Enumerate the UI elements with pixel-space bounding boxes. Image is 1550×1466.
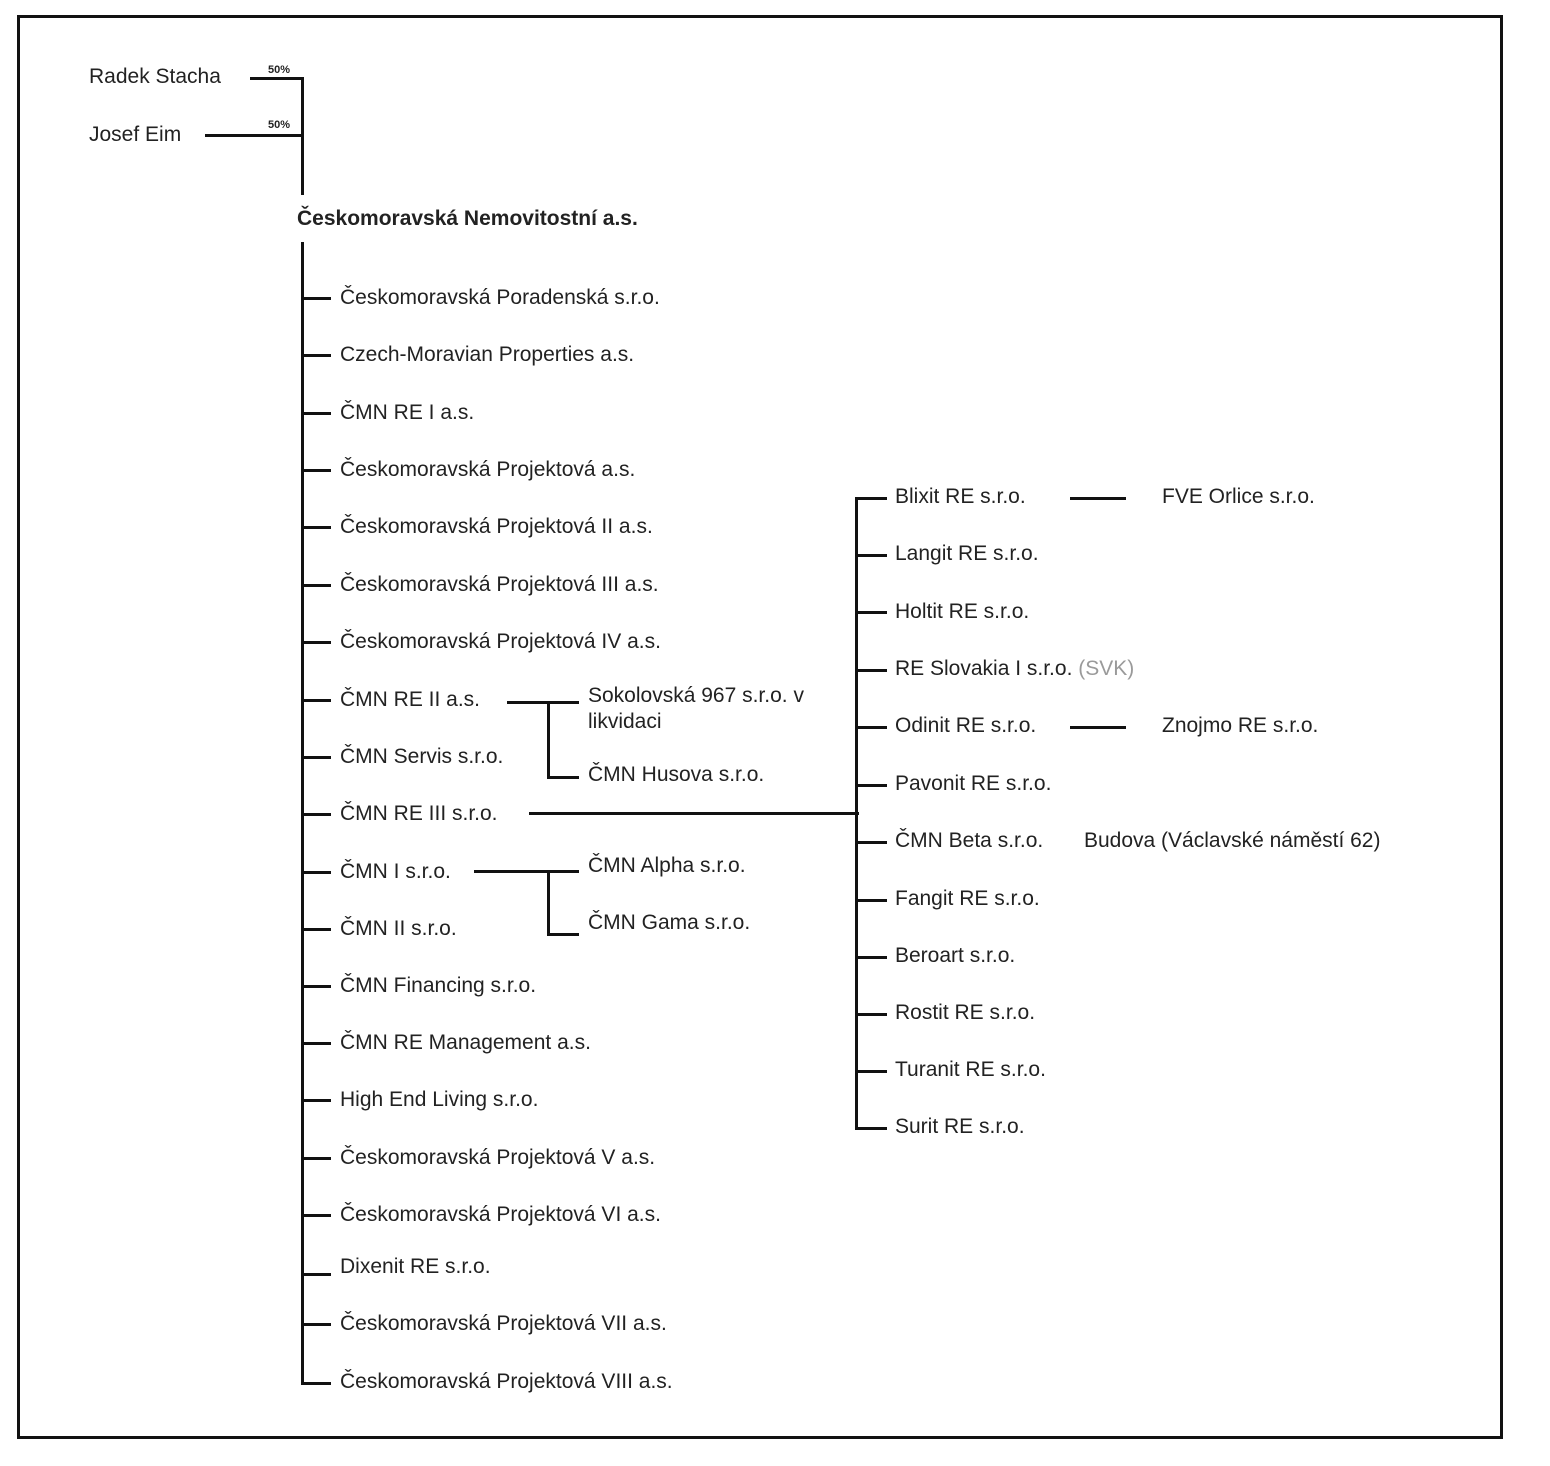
subsidiary-label: ČMN II s.r.o. xyxy=(340,917,457,940)
subsidiary-label: Českomoravská Projektová VI a.s. xyxy=(340,1203,661,1226)
re3-tick xyxy=(855,1127,887,1130)
re3-child-label: Holtit RE s.r.o. xyxy=(895,600,1030,623)
subsidiary-label: Českomoravská Projektová a.s. xyxy=(340,458,636,481)
branch-tick xyxy=(301,813,331,816)
re2-bracket xyxy=(547,701,550,779)
re3-child-label: Langit RE s.r.o. xyxy=(895,542,1039,565)
odinit-child-label: Znojmo RE s.r.o. xyxy=(1162,714,1319,737)
branch-tick xyxy=(301,985,331,988)
branch-tick xyxy=(301,699,331,702)
branch-tick xyxy=(301,1273,331,1276)
subsidiary-label: ČMN Financing s.r.o. xyxy=(340,974,537,997)
re3-tick xyxy=(855,726,887,729)
subsidiary-label: ČMN I s.r.o. xyxy=(340,860,451,883)
branch-tick xyxy=(301,756,331,759)
country-note: (SVK) xyxy=(1078,657,1135,680)
cmn1-child-label: ČMN Alpha s.r.o. xyxy=(588,854,746,877)
branch-tick xyxy=(301,641,331,644)
branch-tick xyxy=(301,526,331,529)
branch-tick xyxy=(301,1382,331,1385)
blixit-connector xyxy=(1070,497,1126,500)
branch-tick xyxy=(301,584,331,587)
branch-tick xyxy=(301,412,331,415)
subsidiary-label: Českomoravská Projektová VII a.s. xyxy=(340,1312,667,1335)
branch-tick xyxy=(301,1323,331,1326)
re3-trunk xyxy=(855,497,858,1130)
re2-connector xyxy=(507,701,579,704)
re2-child-label: ČMN Husova s.r.o. xyxy=(588,763,765,786)
re3-tick xyxy=(855,841,887,844)
owner-connector xyxy=(250,77,304,80)
cmn1-child-label: ČMN Gama s.r.o. xyxy=(588,911,751,934)
owner-share: 50% xyxy=(268,119,291,131)
re3-child-label: Pavonit RE s.r.o. xyxy=(895,772,1052,795)
re3-child-label: Turanit RE s.r.o. xyxy=(895,1058,1046,1081)
subsidiary-label: Českomoravská Projektová II a.s. xyxy=(340,515,653,538)
re3-child-label: Rostit RE s.r.o. xyxy=(895,1001,1036,1024)
branch-tick xyxy=(301,1214,331,1217)
re3-tick xyxy=(855,1070,887,1073)
subsidiary-label: Českomoravská Projektová V a.s. xyxy=(340,1146,656,1169)
subsidiary-label: Českomoravská Projektová IV a.s. xyxy=(340,630,661,653)
branch-tick xyxy=(301,871,331,874)
branch-tick xyxy=(301,1042,331,1045)
re2-child-label: Sokolovská 967 s.r.o. v likvidaci xyxy=(588,684,804,733)
branch-tick xyxy=(301,1099,331,1102)
re3-connector xyxy=(529,812,859,815)
subsidiary-label: Dixenit RE s.r.o. xyxy=(340,1255,491,1278)
odinit-connector xyxy=(1070,726,1126,729)
re3-child-label: Fangit RE s.r.o. xyxy=(895,887,1040,910)
owner-connector xyxy=(205,134,304,137)
subsidiary-label: Českomoravská Projektová III a.s. xyxy=(340,573,659,596)
cmn1-connector xyxy=(474,870,579,873)
root-company: Českomoravská Nemovitostní a.s. xyxy=(297,207,638,230)
re3-child-label: Odinit RE s.r.o. xyxy=(895,714,1037,737)
re3-tick xyxy=(855,1013,887,1016)
re3-tick xyxy=(855,784,887,787)
re3-child-label: Blixit RE s.r.o. xyxy=(895,485,1026,508)
subsidiary-label: Českomoravská Poradenská s.r.o. xyxy=(340,286,660,309)
re3-tick xyxy=(855,611,887,614)
re3-tick xyxy=(855,497,887,500)
subsidiary-label: ČMN RE III s.r.o. xyxy=(340,802,498,825)
blixit-child-label: FVE Orlice s.r.o. xyxy=(1162,485,1315,508)
cmn1-bracket xyxy=(547,870,550,936)
branch-tick xyxy=(301,469,331,472)
re3-child-label: ČMN Beta s.r.o. xyxy=(895,829,1044,852)
subsidiary-label: ČMN Servis s.r.o. xyxy=(340,745,504,768)
branch-tick xyxy=(301,1157,331,1160)
subsidiary-label: ČMN RE Management a.s. xyxy=(340,1031,591,1054)
beta-asset-label: Budova (Václavské náměstí 62) xyxy=(1084,829,1381,852)
branch-tick xyxy=(301,928,331,931)
re3-tick xyxy=(855,669,887,672)
subsidiary-label: Českomoravská Projektová VIII a.s. xyxy=(340,1370,673,1393)
re3-tick xyxy=(855,956,887,959)
branch-tick xyxy=(301,297,331,300)
re3-child-label: Beroart s.r.o. xyxy=(895,944,1016,967)
re2-bracket-tick xyxy=(547,776,579,779)
subsidiary-label: Czech-Moravian Properties a.s. xyxy=(340,343,635,366)
subsidiary-label: High End Living s.r.o. xyxy=(340,1088,539,1111)
re3-child-name: RE Slovakia I s.r.o. xyxy=(895,657,1073,680)
subsidiary-label: ČMN RE II a.s. xyxy=(340,688,481,711)
owner-trunk xyxy=(301,77,304,195)
owner-share: 50% xyxy=(268,64,291,76)
branch-tick xyxy=(301,354,331,357)
re3-child-label xyxy=(895,656,1134,682)
owner-name: Josef Eim xyxy=(89,123,182,146)
subsidiary-label: ČMN RE I a.s. xyxy=(340,401,475,424)
cmn1-bracket-tick xyxy=(547,933,579,936)
re3-tick xyxy=(855,554,887,557)
owner-name: Radek Stacha xyxy=(89,65,221,88)
re3-child-label: Surit RE s.r.o. xyxy=(895,1115,1025,1138)
re3-tick xyxy=(855,899,887,902)
